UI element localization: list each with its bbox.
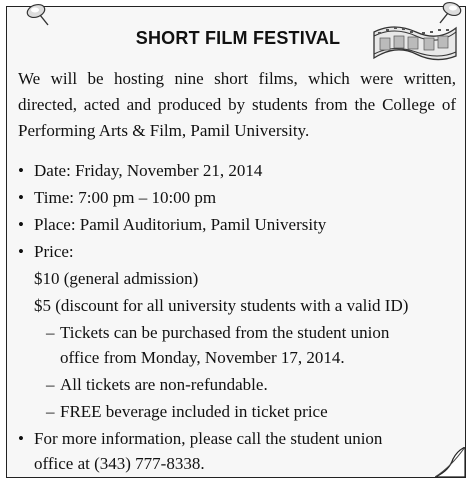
contact-item: For more information, please call the student union [34, 429, 383, 448]
bullet-marker: • [18, 161, 24, 180]
beverage-note: FREE beverage included in ticket price [60, 402, 328, 421]
thumbtack-icon [22, 2, 52, 28]
tickets-note: Tickets can be purchased from the student union [60, 323, 390, 342]
price-discount: $5 (discount for all university students with a valid ID) [34, 296, 409, 315]
price-general: $10 (general admission) [34, 269, 199, 288]
time-item: Time: 7:00 pm – 10:00 pm [34, 188, 217, 207]
bullet-marker: • [18, 188, 24, 207]
bullet-marker: • [18, 242, 24, 261]
dash-marker: – [46, 323, 55, 342]
contact-phone: office at (343) 777-8338. [34, 454, 205, 473]
price-label: Price: [34, 242, 74, 261]
tickets-note-continued: office from Monday, November 17, 2014. [60, 348, 345, 367]
place-item: Place: Pamil Auditorium, Pamil University [34, 215, 327, 234]
dash-marker: – [46, 402, 55, 421]
page-title: SHORT FILM FESTIVAL [135, 28, 341, 48]
date-item: Date: Friday, November 21, 2014 [34, 161, 263, 180]
intro-paragraph: We will be hosting nine short films, which were written, directed, acted and produced by students from the College of Performing Arts & Film, Pamil University. [18, 69, 456, 140]
page-curl [435, 447, 465, 477]
dash-marker: – [46, 375, 55, 394]
refund-note: All tickets are non-refundable. [60, 375, 268, 394]
bullet-marker: • [18, 429, 24, 448]
bullet-marker: • [18, 215, 24, 234]
